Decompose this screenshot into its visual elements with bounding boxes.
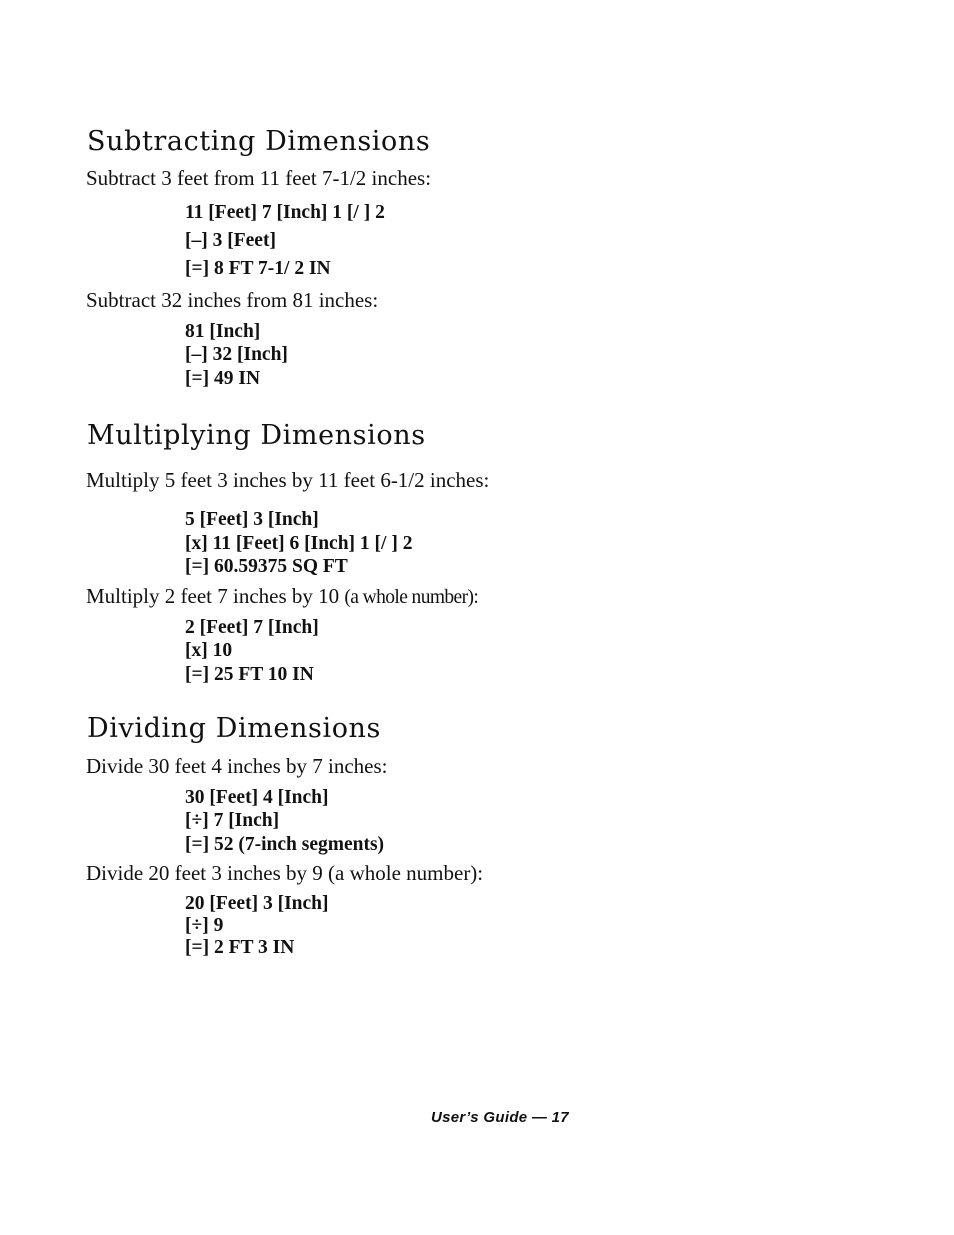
divide-example-1-step-2: [÷] 7 [Inch] [185,810,280,831]
divide-example-1-result: [=] 52 (7-inch segments) [185,834,385,855]
divide-example-1-step-1: 30 [Feet] 4 [Inch] [185,787,329,808]
multiply-example-1-intro: Multiply 5 feet 3 inches by 11 feet 6-1/2 inches: [86,468,490,492]
multiply-example-2-step-1: 2 [Feet] 7 [Inch] [185,617,319,638]
multiply-example-1-step-1: 5 [Feet] 3 [Inch] [185,509,319,530]
multiply-example-2-intro-text: Multiply 2 feet 7 inches by 10 [86,584,345,608]
section-heading-multiplying: Multiplying Dimensions [87,420,426,451]
divide-example-2-step-2: [÷] 9 [185,915,224,936]
multiply-example-1-step-2: [x] 11 [Feet] 6 [Inch] 1 [/ ] 2 [185,533,413,554]
section-heading-subtracting: Subtracting Dimensions [87,126,431,157]
subtract-example-1-step-2: [–] 3 [Feet] [185,230,276,251]
subtract-example-2-intro: Subtract 32 inches from 81 inches: [86,288,379,312]
section-heading-dividing: Dividing Dimensions [87,713,381,744]
divide-example-1-intro: Divide 30 feet 4 inches by 7 inches: [86,754,388,778]
subtract-example-1-result: [=] 8 FT 7-1/ 2 IN [185,258,331,279]
subtract-example-2-step-1: 81 [Inch] [185,321,261,342]
multiply-example-2-note: (a whole number): [344,587,479,608]
divide-example-2-intro: Divide 20 feet 3 inches by 9 (a whole number): [86,861,484,885]
page-footer: User’s Guide — 17 [431,1109,569,1126]
subtract-example-1-step-1: 11 [Feet] 7 [Inch] 1 [/ ] 2 [185,202,385,223]
divide-example-2-result: [=] 2 FT 3 IN [185,937,295,958]
multiply-example-2-intro [86,586,478,608]
multiply-example-2-step-2: [x] 10 [185,640,233,661]
multiply-example-2-result: [=] 25 FT 10 IN [185,664,314,685]
multiply-example-1-result: [=] 60.59375 SQ FT [185,556,348,577]
subtract-example-1-intro: Subtract 3 feet from 11 feet 7-1/2 inches: [86,166,432,190]
subtract-example-2-step-2: [–] 32 [Inch] [185,344,288,365]
subtract-example-2-result: [=] 49 IN [185,368,261,389]
divide-example-2-step-1: 20 [Feet] 3 [Inch] [185,893,329,914]
